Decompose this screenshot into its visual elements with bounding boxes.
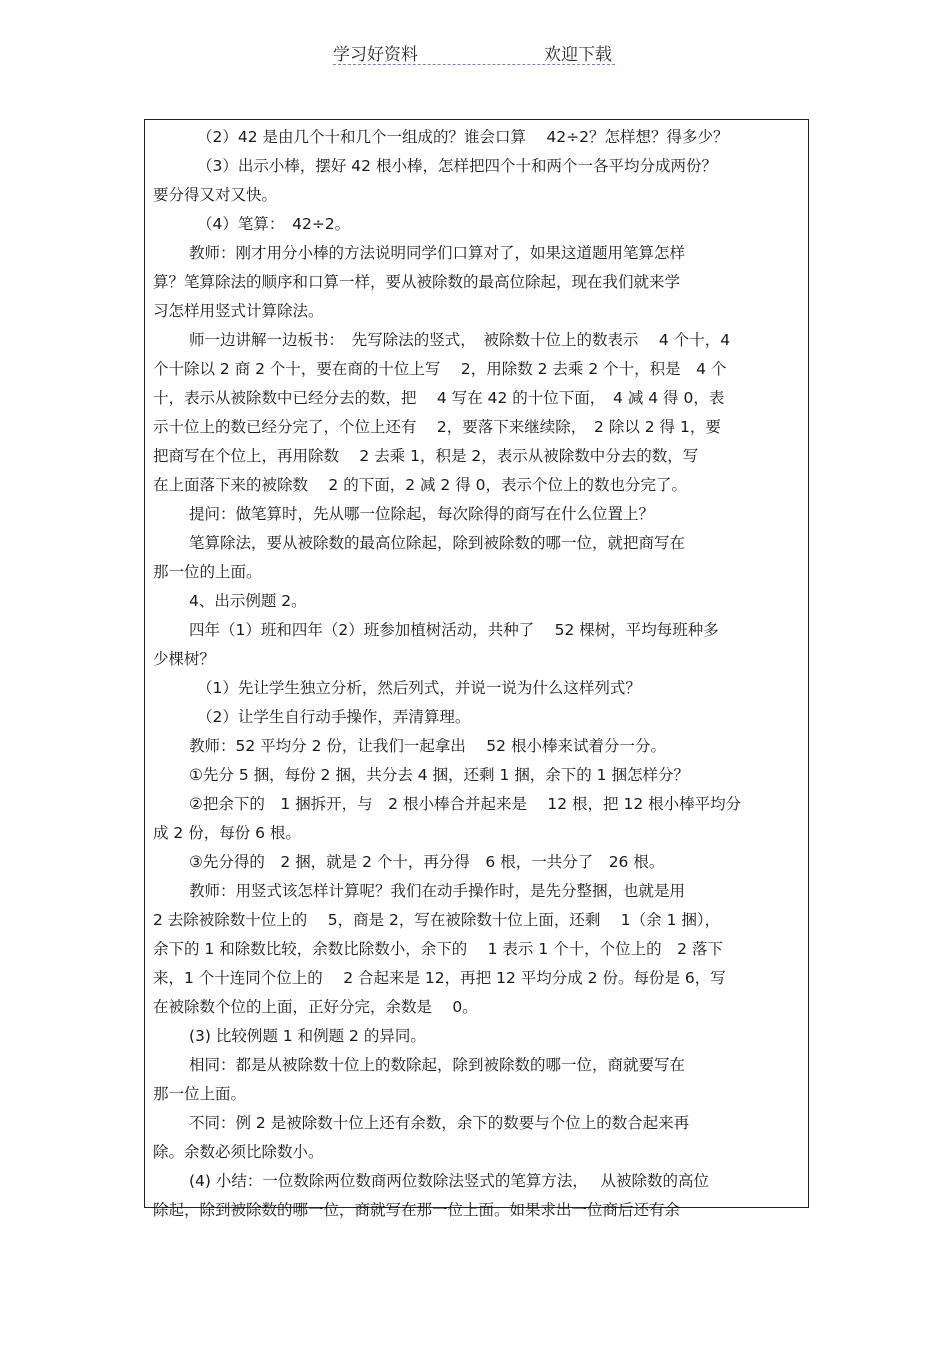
text-line: 成 2 份，每份 6 根。 <box>153 824 301 842</box>
text-line: 少棵树？ <box>153 650 216 668</box>
text-line: 示十位上的数已经分完了，个位上还有 2，要落下来继续除， 2 除以 2 得 1，要 <box>153 418 721 436</box>
text-line: 教师：用竖式该怎样计算呢？我们在动手操作时，是先分整捆，也就是用 <box>189 882 686 900</box>
text-line: 那一位上面。 <box>153 1085 247 1103</box>
text-line: 除。余数必须比除数小。 <box>153 1143 324 1161</box>
text-line: 笔算除法，要从被除数的最高位除起，除到被除数的哪一位，就把商写在 <box>189 534 686 552</box>
text-line: 要分得又对又快。 <box>153 186 278 204</box>
text-line: 教师：52 平均分 2 份，让我们一起拿出 52 根小棒来试着分一分。 <box>189 737 666 755</box>
text-line: （1）先让学生独立分析，然后列式，并说一说为什么这样列式？ <box>197 679 641 697</box>
text-line: ②把余下的 1 捆拆开，与 2 根小棒合并起来是 12 根，把 12 根小棒平均分 <box>189 795 742 813</box>
text-line: 教师：刚才用分小棒的方法说明同学们口算对了，如果这道题用笔算怎样 <box>189 244 686 262</box>
lesson-content-box <box>144 119 809 1219</box>
text-line: 习怎样用竖式计算除法。 <box>153 302 324 320</box>
text-line: 余下的 1 和除数比较，余数比除数小，余下的 1 表示 1 个十，个位上的 2 落下 <box>153 940 723 958</box>
text-line: 把商写在个位上，再用除数 2 去乘 1，积是 2，表示从被除数中分去的数，写 <box>153 447 699 465</box>
text-line: （2）42 是由几个十和几个一组成的？谁会口算 42÷2？怎样想？得多少？ <box>197 128 729 146</box>
text-line: 十，表示从被除数中已经分去的数，把 4 写在 42 的十位下面， 4 减 4 得 0，表 <box>153 389 725 407</box>
text-line: 相同：都是从被除数十位上的数除起，除到被除数的哪一位，商就要写在 <box>189 1056 686 1074</box>
text-line: 师一边讲解一边板书： 先写除法的竖式， 被除数十位上的数表示 4 个十，4 <box>189 331 731 349</box>
header-left-text: 学习好资料 <box>333 45 418 65</box>
text-line: 在上面落下来的被除数 2 的下面，2 减 2 得 0，表示个位上的数也分完了。 <box>153 476 688 494</box>
text-line: 四年（1）班和四年（2）班参加植树活动，共种了 52 棵树，平均每班种多 <box>189 621 719 639</box>
header-underline <box>333 64 615 65</box>
page-header <box>0 40 950 68</box>
text-line: 不同：例 2 是被除数十位上还有余数，余下的数要与个位上的数合起来再 <box>189 1114 690 1132</box>
text-line: ①先分 5 捆，每份 2 捆，共分去 4 捆，还剩 1 捆，余下的 1 捆怎样分？ <box>189 766 689 784</box>
text-line: 来，1 个十连同个位上的 2 合起来是 12，再把 12 平均分成 2 份。每份是 6，写 <box>153 969 726 987</box>
text-line: （4）笔算： 42÷2。 <box>197 215 351 233</box>
text-line: （2）让学生自行动手操作，弄清算理。 <box>197 708 471 726</box>
text-line: (3) 比较例题 1 和例题 2 的异同。 <box>189 1027 426 1045</box>
text-line: 个十除以 2 商 2 个十，要在商的十位上写 2，用除数 2 去乘 2 个十，积是 4 个 <box>153 360 727 378</box>
text-line: (4) 小结：一位数除两位数商两位数除法竖式的笔算方法， 从被除数的高位 <box>189 1172 710 1190</box>
text-line: 那一位的上面。 <box>153 563 262 581</box>
text-line: 在被除数个位的上面，正好分完，余数是 0。 <box>153 998 478 1016</box>
text-line: ③先分得的 2 捆，就是 2 个十，再分得 6 根，一共分了 26 根。 <box>189 853 665 871</box>
text-line: （3）出示小棒，摆好 42 根小棒，怎样把四个十和两个一各平均分成两份？ <box>197 157 717 175</box>
text-line: 2 去除被除数十位上的 5，商是 2，写在被除数十位上面，还剩 1（余 1 捆）， <box>153 911 721 929</box>
text-line: 除起，除到被除数的哪一位，商就写在那一位上面。如果求出一位商后还有余 <box>153 1201 681 1219</box>
header-right-text: 欢迎下载 <box>544 45 612 65</box>
text-line: 4、出示例题 2。 <box>189 592 307 610</box>
lesson-text <box>153 123 803 1225</box>
text-line: 算？笔算除法的顺序和口算一样，要从被除数的最高位除起，现在我们就来学 <box>153 273 681 291</box>
text-line: 提问：做笔算时，先从哪一位除起，每次除得的商写在什么位置上？ <box>189 505 655 523</box>
